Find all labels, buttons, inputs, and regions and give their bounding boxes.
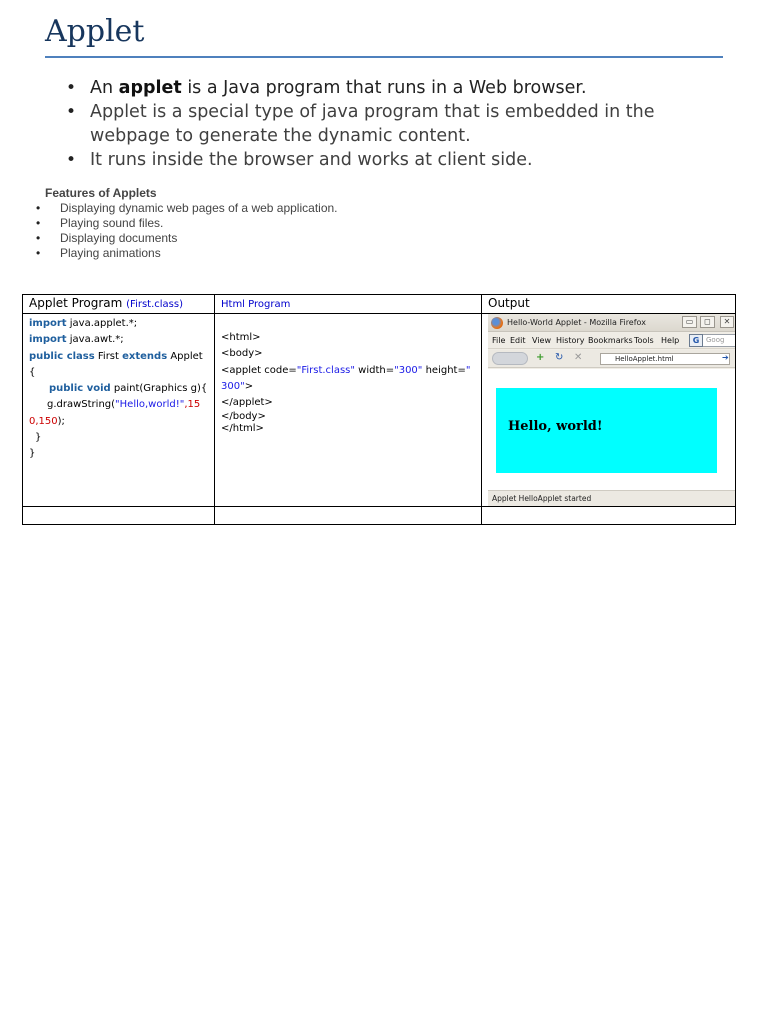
window-titlebar [488,314,736,332]
menu-help: Help [661,336,680,345]
empty-cell [215,507,482,525]
code-line: <html> [221,332,261,343]
back-forward-icon [492,352,528,365]
page-title: Applet [45,14,145,49]
output-header: Output [482,295,736,314]
code-line: </applet> [221,397,273,409]
window-title: Hello-World Applet - Mozilla Firefox [507,318,646,327]
menu-view: View [532,336,551,345]
applet-term: applet [118,78,182,98]
html-program-header: Html Program [215,295,482,314]
intro-bullet-2: • Applet is a special type of java program that is embedded in the webpage to generate the dynamic content. [66,100,706,148]
applet-area [496,388,717,473]
browser-content [488,369,736,490]
table-content-row [23,314,736,507]
java-code-cell [23,314,215,507]
table-header-row [23,295,736,314]
firefox-icon [491,317,503,329]
code-line: import java.awt.*; [29,334,124,346]
minimize-icon: ▭ [682,316,697,328]
code-line: <body> [221,348,263,360]
menu-file: File [492,336,506,345]
reload-icon: ↻ [555,352,564,363]
features-list [36,201,338,261]
code-line: </html> [221,423,264,435]
code-line: { [29,366,36,378]
add-icon: + [536,352,545,363]
menu-bookmarks: Bookmarks [588,336,633,345]
output-cell [482,314,736,507]
feature-item: • Playing animations [36,246,338,261]
close-icon: ✕ [720,316,734,328]
feature-item: • Displaying documents [36,231,338,246]
navigation-toolbar [488,350,736,368]
menu-edit: Edit [510,336,526,345]
code-line: <applet code="First.class" width="300" height=" [221,364,471,376]
intro-bullet-3: • It runs inside the browser and works at client side. [66,148,706,172]
google-icon: G [689,334,703,347]
code-line: 300"> [221,380,254,392]
intro-bullet-list [66,76,706,172]
url-bar: HelloApplet.html [600,353,730,365]
empty-cell [482,507,736,525]
feature-item: • Displaying dynamic web pages of a web application. [36,201,338,216]
empty-cell [23,507,215,525]
maximize-icon: ◻ [700,316,715,328]
firefox-window-screenshot [488,314,736,506]
code-line: </body> [221,411,266,423]
stop-icon: ✕ [574,352,583,363]
go-arrow-icon: ➔ [722,353,729,362]
code-line: 0,150); [29,415,65,427]
status-text: Applet HelloApplet started [492,494,592,503]
code-line: public class First extends Applet [29,350,203,362]
code-line: import java.applet.*; [29,318,138,329]
features-heading: Features of Applets [45,186,157,200]
menu-tools: Tools [634,336,654,345]
applet-program-header: Applet Program (First.class) [23,295,215,314]
applet-program-filename: (First.class) [126,299,183,310]
code-line: public void paint(Graphics g){ [49,383,208,395]
title-underline [45,56,723,58]
menu-bar [488,333,736,349]
search-field: Goog [689,334,736,347]
menu-history: History [556,336,585,345]
empty-table-row [23,507,736,525]
status-bar [488,490,736,506]
intro-bullet-1: • An applet is a Java program that runs in a Web browser. [66,76,706,100]
code-line: } [29,448,36,460]
applet-example-table [22,294,736,525]
applet-output-text: Hello, world! [508,419,603,434]
code-line: g.drawString("Hello,world!",15 [47,399,201,411]
feature-item: • Playing sound files. [36,216,338,231]
html-code-cell [215,314,482,507]
code-line: } [35,432,42,444]
